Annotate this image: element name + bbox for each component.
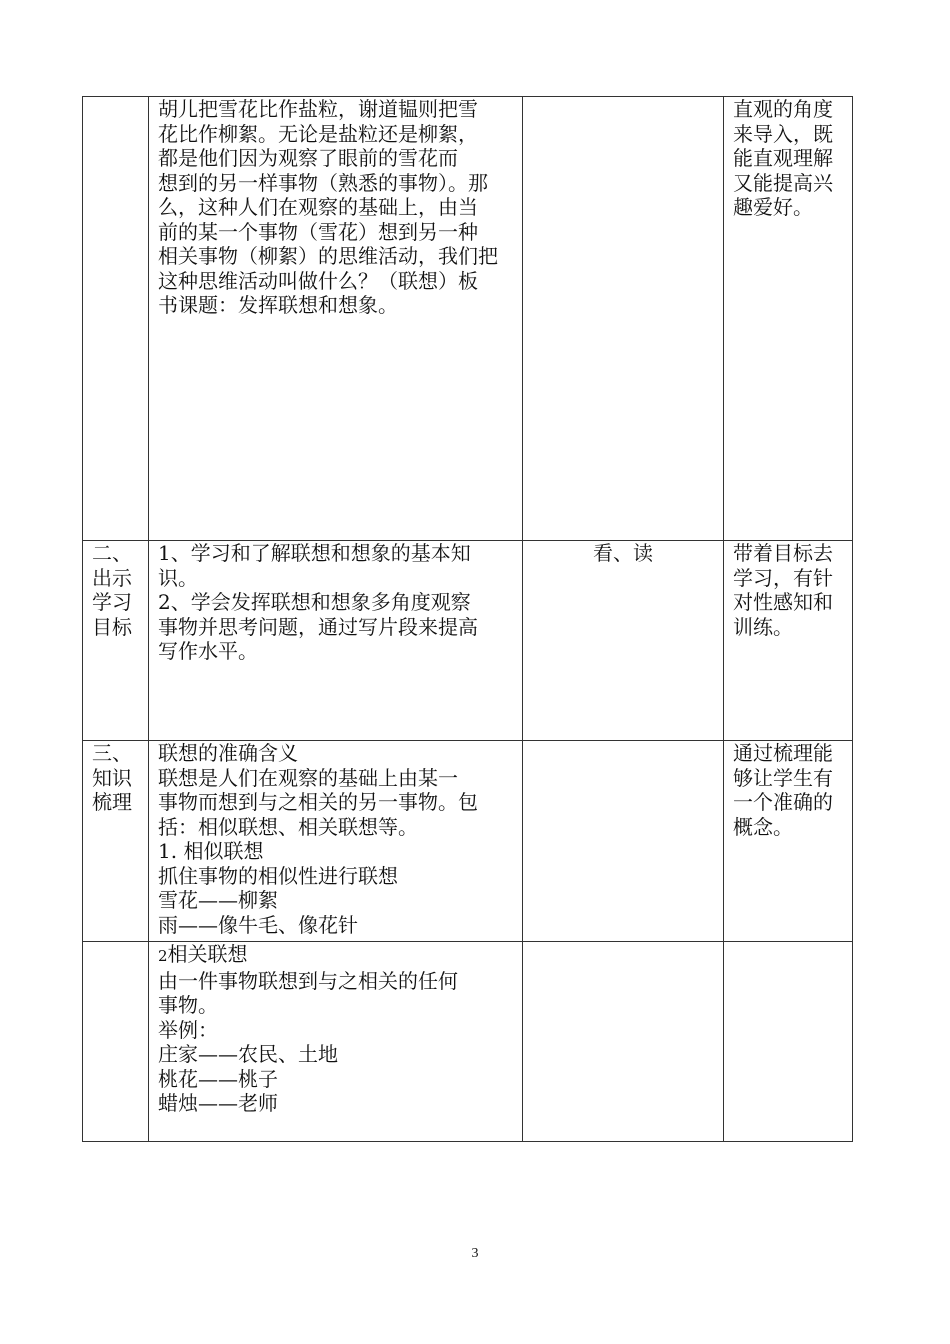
- content-line: 抓住事物的相似性进行联想: [158, 863, 398, 888]
- content-line: 事物而想到与之相关的另一事物。包: [158, 790, 478, 814]
- lesson-plan-table: [82, 96, 853, 1142]
- purpose-line: 趣爱好。: [733, 195, 813, 219]
- content-line: 花比作柳絮。无论是盐粒还是柳絮，: [158, 121, 478, 146]
- activity-cell: [523, 541, 724, 741]
- purpose-lines: [724, 541, 852, 639]
- table-row: [83, 541, 853, 741]
- purpose-line: 直观的角度: [733, 97, 833, 121]
- purpose-line: 学习，有针: [733, 565, 833, 590]
- page-number: 3: [471, 1246, 479, 1261]
- section-line: 知识: [92, 765, 132, 790]
- activity-cell: [523, 942, 724, 1142]
- section-cell: [83, 942, 149, 1142]
- content-cell: [149, 741, 523, 942]
- item-number: 2: [158, 947, 168, 965]
- purpose-cell: [724, 942, 853, 1142]
- section-lines: [83, 741, 148, 815]
- section-lines: [83, 541, 148, 639]
- item-title: 相关联想: [167, 942, 248, 966]
- content-line: 括：相似联想、相关联想等。: [158, 814, 418, 839]
- content-lines: [149, 942, 522, 1116]
- content-line: [158, 942, 513, 969]
- content-cell: [149, 97, 523, 541]
- content-line: 都是他们因为观察了眼前的雪花而: [158, 146, 458, 170]
- purpose-line: 带着目标去: [733, 541, 833, 565]
- purpose-line: 够让学生有: [733, 765, 833, 790]
- purpose-line: 又能提高兴: [733, 170, 833, 195]
- section-cell: [83, 541, 149, 741]
- table-row: [83, 741, 853, 942]
- purpose-cell: [724, 741, 853, 942]
- purpose-lines: [724, 97, 852, 220]
- content-line: 雨——像牛毛、像花针: [158, 912, 358, 937]
- content-line: 联想是人们在观察的基础上由某一: [158, 765, 458, 790]
- content-line: 胡儿把雪花比作盐粒，谢道韫则把雪: [158, 97, 478, 121]
- content-line: 1. 相似联想: [158, 839, 264, 863]
- content-line: 相关事物（柳絮）的思维活动，我们把: [158, 244, 498, 268]
- content-line: 由一件事物联想到与之相关的任何: [158, 968, 458, 993]
- section-cell: [83, 97, 149, 541]
- content-line: 前的某一个事物（雪花）想到另一种: [158, 219, 478, 244]
- content-cell: [149, 541, 523, 741]
- content-line: 事物并思考问题，通过写片段来提高: [158, 614, 478, 639]
- content-line: 这种思维活动叫做什么？（联想）板: [158, 268, 478, 293]
- table-row: [83, 97, 853, 541]
- content-cell: [149, 942, 523, 1142]
- purpose-lines: [724, 741, 852, 839]
- content-line: 么，这种人们在观察的基础上，由当: [158, 195, 478, 219]
- table-row: [83, 942, 853, 1142]
- section-line: 出示: [92, 565, 132, 590]
- activity-cell: [523, 741, 724, 942]
- content-line: 2、学会发挥联想和想象多角度观察: [158, 590, 471, 614]
- content-line: 事物。: [158, 993, 218, 1017]
- purpose-cell: [724, 97, 853, 541]
- section-cell: [83, 741, 149, 942]
- section-line: 梳理: [92, 790, 132, 814]
- content-line: 写作水平。: [158, 639, 258, 663]
- purpose-line: 能直观理解: [733, 146, 833, 170]
- content-line: 雪花——柳絮: [158, 888, 278, 912]
- content-line: 1、学习和了解联想和想象的基本知: [158, 541, 471, 565]
- content-line: 庄家——农民、土地: [158, 1042, 338, 1066]
- content-line: 举例：: [158, 1017, 218, 1042]
- purpose-line: 通过梳理能: [733, 741, 833, 765]
- purpose-line: 一个准确的: [733, 790, 833, 814]
- purpose-line: 概念。: [733, 814, 793, 839]
- purpose-line: 训练。: [733, 614, 793, 639]
- content-lines: [149, 541, 522, 664]
- section-line: 三、: [92, 741, 132, 765]
- purpose-cell: [724, 541, 853, 741]
- activity-cell: [523, 97, 724, 541]
- section-line: 二、: [92, 541, 132, 565]
- content-line: 联想的准确含义: [158, 741, 298, 765]
- purpose-line: 对性感知和: [733, 590, 833, 614]
- content-lines: [149, 97, 522, 318]
- content-line: 识。: [158, 565, 198, 590]
- activity-text: 看、读: [593, 541, 653, 565]
- section-line: 目标: [92, 614, 132, 639]
- purpose-line: 来导入，既: [733, 121, 833, 146]
- content-line: 想到的另一样事物（熟悉的事物）。那: [158, 170, 488, 195]
- content-line: 书课题：发挥联想和想象。: [158, 293, 398, 317]
- content-lines: [149, 741, 522, 937]
- content-line: 桃花——桃子: [158, 1066, 278, 1091]
- content-line: 蜡烛——老师: [158, 1091, 278, 1115]
- section-line: 学习: [92, 590, 132, 614]
